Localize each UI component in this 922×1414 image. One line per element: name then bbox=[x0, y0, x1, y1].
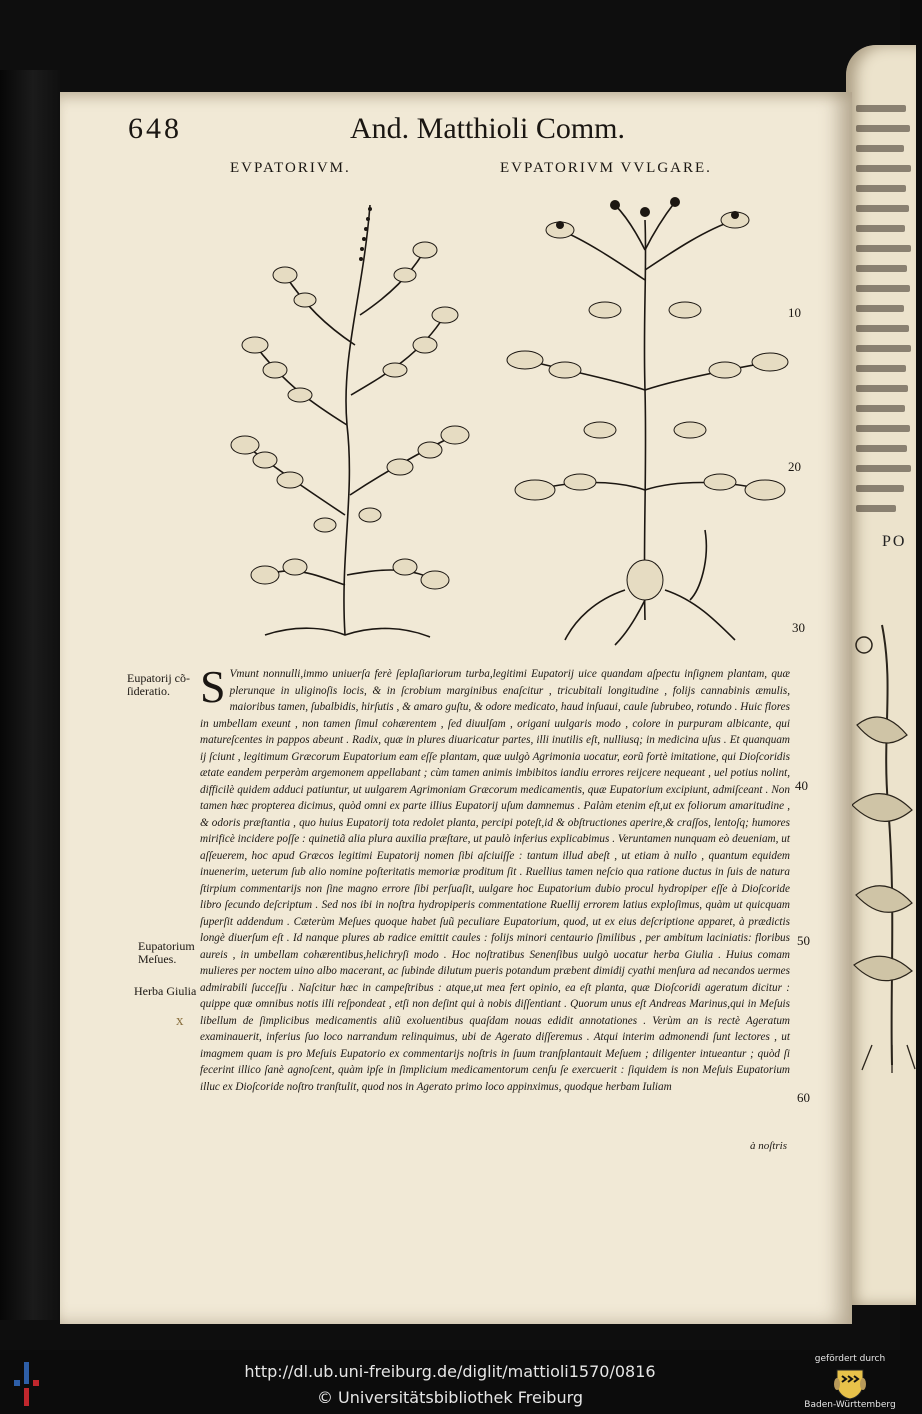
facing-text-line bbox=[856, 385, 908, 392]
page-number: 648 bbox=[128, 112, 182, 145]
facing-text-line bbox=[856, 325, 909, 332]
facing-page-edge bbox=[846, 45, 916, 1305]
eupatorium-illustration bbox=[205, 195, 485, 650]
facing-text-line bbox=[856, 145, 904, 152]
book-gutter bbox=[0, 70, 60, 1320]
margin-note-mesues: Eupatorium Meſues. bbox=[138, 939, 195, 966]
facing-page-heading: PO bbox=[882, 533, 907, 550]
facing-text-line bbox=[856, 305, 904, 312]
line-number-30: 30 bbox=[792, 620, 805, 635]
facing-text-line bbox=[856, 425, 910, 432]
catchword: à noſtris bbox=[750, 1140, 787, 1152]
drop-cap: S bbox=[200, 661, 226, 712]
facing-text-line bbox=[856, 465, 911, 472]
facing-text-line bbox=[856, 285, 910, 292]
facing-text-line bbox=[856, 345, 911, 352]
figure-title-right: EVPATORIVM VVLGARE. bbox=[500, 160, 712, 176]
line-number-40: 40 bbox=[795, 778, 808, 793]
facing-text-line bbox=[856, 265, 907, 272]
running-title: And. Matthioli Comm. bbox=[350, 112, 626, 145]
baden-wuerttemberg-crest-icon bbox=[833, 1368, 867, 1400]
facing-text-line bbox=[856, 165, 911, 172]
facing-text-line bbox=[856, 505, 896, 512]
facing-text-line bbox=[856, 205, 909, 212]
margin-note-consideratio: Eupatorij cõ- ſideratio. bbox=[127, 671, 190, 698]
facing-text-line bbox=[856, 365, 906, 372]
commentary-text bbox=[200, 661, 790, 1095]
figure-title-left: EVPATORIVM. bbox=[230, 160, 351, 176]
facing-text-line bbox=[856, 125, 910, 132]
body-paragraph: Vmunt nonnulli,immo uniuerſa ferè ſeplaſiariorum turba,legitimi Eupatorij uice quandam aſpectu inſignem plantam, quæ plerunque in uliginoſis locis, & in ſcrobium marginibus enaſcitur , tricubitali longitudine , folijs cannabinis æmulis, maioribus tamen, ſubalbidis, hirſutis , & amaro guſtu, & odore medicato, haud inſuaui, caule ſubrubeo, rotundo . Huic flores in umbellam exeunt , non tamen ſimul cohærentem , ſed diuulſam , origani uulgaris modo , colore in purpuram albicante, qui matureſcentes in pappos abeunt . Radix, quæ in plures diuaricatur partes, illi inutilis eſt, nulliusq; in medicina uſus . Et quanquam ij ſciunt , legitimum Græcorum Eupatorium eam eſſe plantam, quæ uulgò Agrimonia uocatur, eorũ fortè imitatione, qui Dioſcoridis ætate eandem perperàm argemonem appellabant ; cùm tamen animis imbibitos iandiu errores reijcere nequeant , uel potius nolint, difficilè quidem adduci patiuntur, ut uulgarem Agrimoniam Græcorum medicamentis, quæ Eupatorium excipiunt, admiſceant . Non tamen hæc propterea dicimus, quòd omni ex parte illius Eupatorij uſum damnemus . Palàm etenim eſt,ut ex foliorum amaritudine , & odoris præſtantia , quo huius Eupatorij tota redolet planta, percipi poteſt,id & obſtructiones aperire,& craſſos, lentoſq; humores mirificè incidere poſſe : quinetiã alia plura auxilia præſtare, ut paulò inferius explicabimus . Veruntamen nunquam eò deueniam, ut aſſeuerem, hoc apud Græcos legitimi Eupatorij nomen ſibi aſciuiſſe : tantum illud abeſt , ut etiam à nullo , quantum equidem inuenerim, ueterum ſub alio nomine poſteritatis memoriæ proditum ſit . Ruellius tamen neſcio qua ratione ductus in ſuis de natura ſtirpium commentarijs non ſine magno errore ſibi perſuaſit, uulgare hoc Eupatorium dubio procul hydropiper eſſe à Dioſcoride libro ſecundo deſcriptum . Sed nos ibi in noſtra hydropiperis commentatione Ruellij errorem latius exploſimus, quàm ut quicquam ſuperſit addendum . Cæterùm Meſues quoque habet ſuũ peculiare Eupatorium, quod, ut ex eius deſcriptione apparet, à prædictis longè diuerſum eſt . Id nanque plures ab radice emittit caules : folijs minori centaurio ſimilibus , per ambitum laciniatis: floribus aureis , in umbellam cohærentibus,helichryſi modo . Hoc noſtratibus Senenſibus uulgò uocatur herba Giulia . Huius comam mulieres per noctem uino albo macerant, ac ſubinde dilutum pueris potandum præbent dimidij cyathi menſura ad necandos uermes admirabili ſucceſſu . Naſcitur hæc in campeſtribus : atque,ut mea fert opinio, ea eſt planta, quæ Dioſcoridi ageratum dicitur : quippe quæ omnibus notis illi reſpondeat , etſi non deſint qui à nobis diſſentiant . Quorum unus eſt Andreas Marinus,qui in Meſuis libellum de ſimplicibus medicamentis aliũ exoluentibus quaſdam nouas edidit annotationes . Verùm an is rectè Ageratum examinauerit, inferius ſuo loco narrandum relinquimus, ubi de Agerato diſſeremus . Atqui interim admonendi ſunt lectores , ut imagmem quam is pro Meſuis Eupatorio ex commentarijs noſtris in ſuum tranſplantauit Meſuem ; diligenter intueantur ; quòd ſi fecerint illico ſanè agnoſcent, quàm ipſe in ſimplicium medicamentorum cenſu ſe exercuerit : ſiquidem is non Meſuis Eupatorium illuc ex Dioſcoride noſtro tranſtulit, quod nos in Agerato primo loco appinximus, quodque herbam Iuliam bbox=[200, 668, 790, 1093]
pencil-mark: x bbox=[176, 1013, 184, 1029]
facing-plant-illustration bbox=[852, 605, 922, 1075]
permalink-url[interactable]: http://dl.ub.uni-freiburg.de/diglit/mattioli1570/0816 bbox=[244, 1362, 656, 1381]
viewer-footer bbox=[0, 1350, 900, 1414]
sponsor-block bbox=[800, 1354, 900, 1412]
facing-text-line bbox=[856, 485, 904, 492]
copyright-notice: © Universitätsbibliothek Freiburg bbox=[316, 1388, 584, 1407]
line-number-20: 20 bbox=[788, 459, 801, 474]
facing-text-line bbox=[856, 225, 905, 232]
sponsor-label: gefördert durch bbox=[814, 1354, 886, 1364]
line-number-10: 10 bbox=[788, 305, 801, 320]
line-number-60: 60 bbox=[797, 1090, 810, 1105]
facing-text-line bbox=[856, 445, 907, 452]
facing-text-line bbox=[856, 185, 906, 192]
line-number-50: 50 bbox=[797, 933, 810, 948]
facing-text-line bbox=[856, 245, 911, 252]
eupatorium-vulgare-illustration bbox=[505, 190, 790, 650]
margin-note-herba-giulia: Herba Giulia bbox=[134, 984, 197, 998]
facing-text-line bbox=[856, 105, 906, 112]
sponsor-name: Baden-Württemberg bbox=[804, 1400, 896, 1410]
facing-text-line bbox=[856, 405, 905, 412]
